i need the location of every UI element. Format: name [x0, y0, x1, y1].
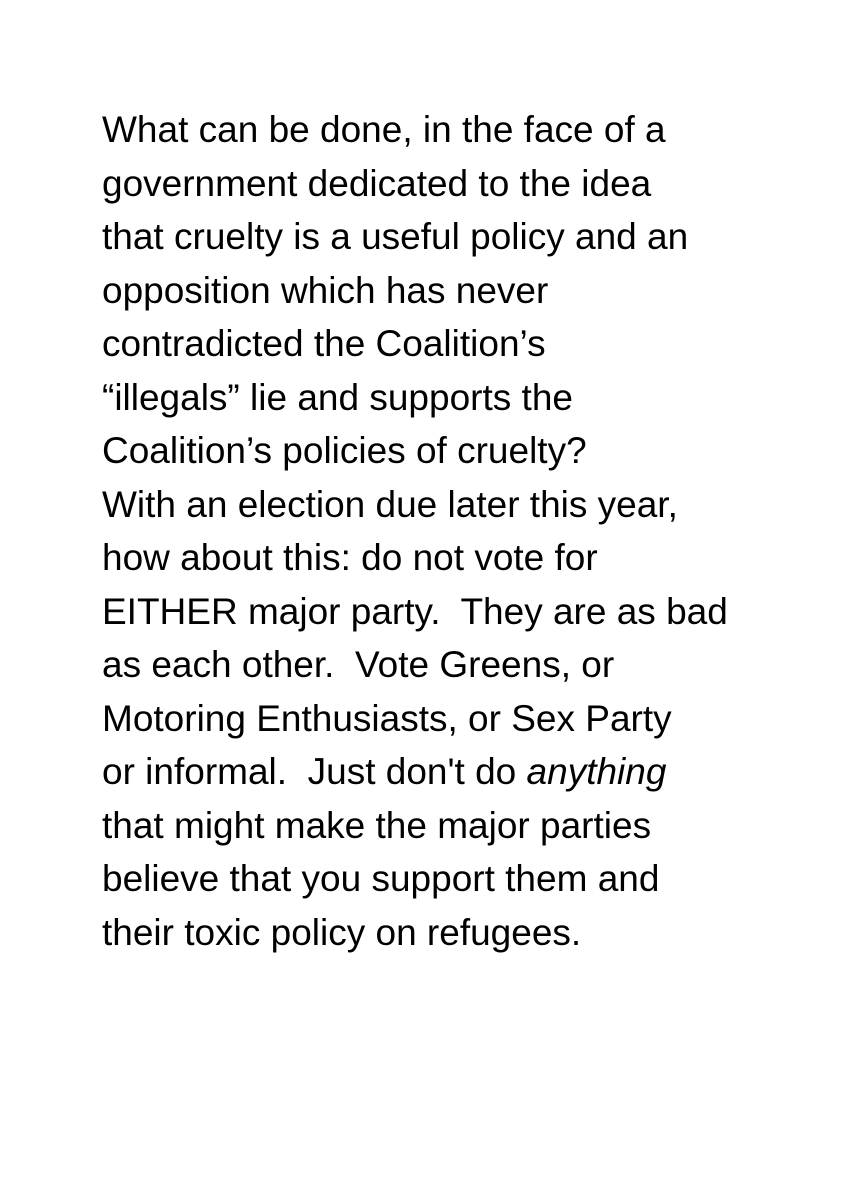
text-line: Coalition’s policies of cruelty?	[102, 430, 587, 471]
emphasized-word: anything	[526, 751, 667, 792]
text-line: With an election due later this year,	[102, 483, 678, 525]
text-line: believe that you support them and	[102, 858, 660, 899]
text-line-with-emphasis	[102, 745, 802, 799]
text-line: contradicted the Coalition’s	[102, 323, 546, 364]
text-line: opposition which has never	[102, 269, 549, 311]
text-line: how about this: do not vote for	[102, 537, 598, 578]
text-segment: or informal. Just don't do	[102, 751, 527, 792]
text-line: Motoring Enthusiasts, or Sex Party	[102, 697, 672, 739]
body-text	[102, 103, 802, 959]
text-line: EITHER major party. They are as bad	[102, 590, 728, 632]
text-line: their toxic policy on refugees.	[102, 911, 582, 953]
text-line: “illegals” lie and supports the	[102, 376, 573, 418]
text-line: that might make the major parties	[102, 804, 652, 846]
text-line: that cruelty is a useful policy and an	[102, 216, 689, 257]
text-line: as each other. Vote Greens, or	[102, 644, 615, 685]
text-line: government dedicated to the idea	[102, 162, 652, 204]
text-line: What can be done, in the face of a	[102, 109, 666, 150]
